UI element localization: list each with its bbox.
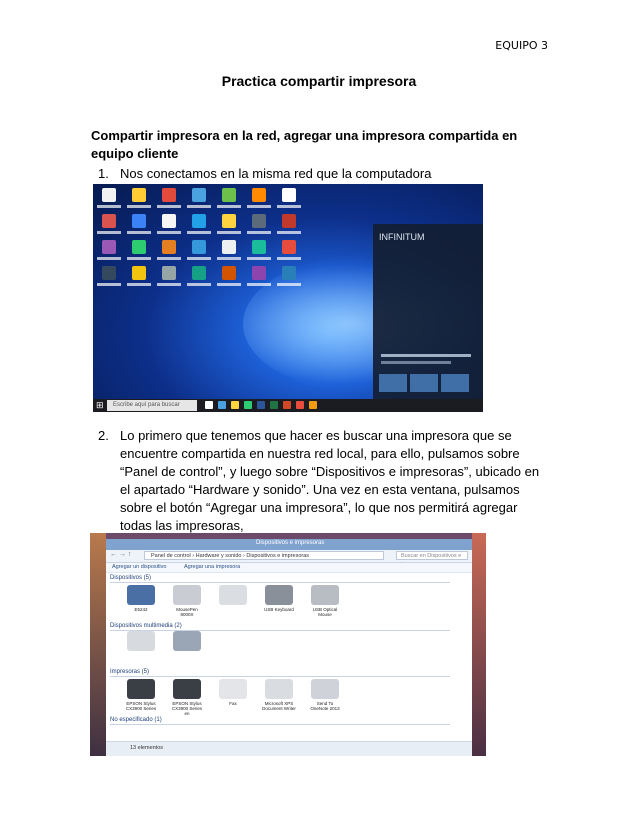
step-number: 1. <box>98 166 109 181</box>
app-icon-image <box>252 240 266 254</box>
taskbar-apps <box>205 401 317 409</box>
quick-action-tile <box>441 374 469 392</box>
app-icon-label <box>187 283 211 286</box>
document-title: Practica compartir impresora <box>221 73 417 89</box>
quick-action-tile <box>410 374 438 392</box>
taskbar-app-icon <box>244 401 252 409</box>
app-icon-label <box>187 257 211 260</box>
device-group-label: No especificado (1) <box>110 717 450 725</box>
app-icon-image <box>252 266 266 280</box>
app-icon-image <box>162 214 176 228</box>
app-icon-label <box>97 231 121 234</box>
device-group-items <box>124 679 342 716</box>
device-caption: Fax <box>229 701 237 706</box>
app-icon-label <box>127 205 151 208</box>
device-item <box>170 679 204 716</box>
desktop-app-icon <box>215 214 243 234</box>
desktop-app-icon <box>155 214 183 234</box>
device-icon <box>265 679 293 699</box>
status-count: 13 elementos <box>130 745 164 751</box>
desktop-app-icon <box>185 214 213 234</box>
app-icon-image <box>282 240 296 254</box>
flyout-text-line <box>381 361 451 364</box>
command-bar <box>106 563 472 573</box>
address-bar <box>106 550 472 563</box>
taskbar-app-icon <box>257 401 265 409</box>
taskbar-app-icon <box>270 401 278 409</box>
desktop-app-icon <box>275 266 303 286</box>
network-flyout <box>373 224 483 399</box>
network-name: INFINITUM <box>379 232 425 242</box>
device-caption: Microsoft XPS Document Writer <box>262 701 296 711</box>
device-icon <box>219 585 247 605</box>
device-item <box>124 679 158 716</box>
app-icon-image <box>192 266 206 280</box>
devices-printers-screenshot <box>90 533 486 756</box>
app-icon-image <box>282 214 296 228</box>
device-item <box>124 631 158 653</box>
status-bar <box>106 741 472 756</box>
app-icon-image <box>132 214 146 228</box>
app-icon-image <box>102 240 116 254</box>
taskbar-app-icon <box>205 401 213 409</box>
app-icon-label <box>277 257 301 260</box>
app-icon-image <box>102 188 116 202</box>
app-icon-label <box>127 257 151 260</box>
desktop-app-icon <box>125 266 153 286</box>
taskbar-app-icon <box>231 401 239 409</box>
app-icon-image <box>132 266 146 280</box>
app-icon-image <box>192 188 206 202</box>
desktop-app-icon <box>95 214 123 234</box>
device-icon <box>311 585 339 605</box>
device-item <box>216 679 250 716</box>
app-icon-label <box>157 231 181 234</box>
app-icon-image <box>132 188 146 202</box>
device-icon <box>127 585 155 605</box>
device-caption: USB Optical Mouse <box>312 607 338 617</box>
app-icon-label <box>247 283 271 286</box>
app-icon-image <box>162 266 176 280</box>
device-caption: E5242 <box>134 607 148 612</box>
window-title: Dispositivos e impresoras <box>256 540 325 546</box>
device-group-label: Dispositivos (5) <box>110 575 450 583</box>
desktop-app-icon <box>215 188 243 208</box>
app-icon-label <box>127 283 151 286</box>
device-icon <box>173 585 201 605</box>
app-icon-image <box>252 188 266 202</box>
app-icon-label <box>277 205 301 208</box>
desktop-app-icon <box>95 240 123 260</box>
app-icon-label <box>247 231 271 234</box>
device-caption: EPSON Stylus CX3900 Series en <box>171 701 203 716</box>
app-icon-image <box>252 214 266 228</box>
device-icon <box>219 679 247 699</box>
taskbar-app-icon <box>296 401 304 409</box>
taskbar-app-icon <box>218 401 226 409</box>
app-icon-image <box>282 188 296 202</box>
device-item <box>262 585 296 617</box>
desktop-app-icon <box>185 188 213 208</box>
quick-action-tiles <box>379 374 469 392</box>
app-icon-label <box>247 205 271 208</box>
wallpaper-right <box>472 533 486 756</box>
app-icon-label <box>157 205 181 208</box>
app-icon-label <box>187 205 211 208</box>
desktop-app-icon <box>95 266 123 286</box>
window-search: Buscar en Dispositivos e <box>396 551 468 560</box>
app-icon-image <box>222 240 236 254</box>
app-icon-label <box>97 257 121 260</box>
device-caption: Send To OneNote 2013 <box>310 701 340 711</box>
step-text: Lo primero que tenemos que hacer es buscar una impresora que se encuentre compartida en nuestra red local, para ello, pulsamos sobre “Panel de control”, y luego sobre “Dispositivos e impresoras”, ubicado en el apartado “Hardware y sonido”. Una vez en esta ventana, pulsamos sobre el botón “Agregar una impresora”, lo que nos permitirá agregar todas las impresoras, <box>120 428 540 533</box>
device-group-items <box>124 631 204 653</box>
app-icon-label <box>217 257 241 260</box>
desktop-app-icon <box>215 266 243 286</box>
device-item <box>308 585 342 617</box>
app-icon-image <box>102 266 116 280</box>
desktop-app-icon <box>185 266 213 286</box>
app-icon-image <box>132 240 146 254</box>
app-icon-image <box>192 240 206 254</box>
wallpaper-left <box>90 533 106 756</box>
taskbar-search: Escribe aquí para buscar <box>107 400 197 411</box>
app-icon-image <box>222 266 236 280</box>
app-icon-label <box>217 231 241 234</box>
quick-action-tile <box>379 374 407 392</box>
devices-window <box>106 539 472 756</box>
taskbar-app-icon <box>309 401 317 409</box>
desktop-icon-grid <box>95 188 303 286</box>
desktop-app-icon <box>125 240 153 260</box>
address-path: Panel de control › Hardware y sonido › Dispositivos e impresoras <box>144 551 384 560</box>
taskbar-app-icon <box>283 401 291 409</box>
nav-arrows-icon: ← → ↑ <box>110 551 132 558</box>
app-icon-image <box>222 188 236 202</box>
device-caption: USB Keyboard <box>264 607 294 612</box>
step-number: 2. <box>98 428 109 443</box>
app-icon-label <box>217 283 241 286</box>
desktop-app-icon <box>245 188 273 208</box>
app-icon-image <box>192 214 206 228</box>
device-group-items <box>124 585 342 617</box>
device-group-label: Dispositivos multimedia (2) <box>110 623 450 631</box>
desktop-app-icon <box>275 240 303 260</box>
desktop-app-icon <box>95 188 123 208</box>
device-icon <box>127 631 155 651</box>
step-text: Nos conectamos en la misma red que la computadora <box>120 166 432 181</box>
device-item <box>262 679 296 716</box>
desktop-app-icon <box>215 240 243 260</box>
desktop-app-icon <box>125 214 153 234</box>
app-icon-image <box>282 266 296 280</box>
app-icon-label <box>127 231 151 234</box>
device-item <box>308 679 342 716</box>
taskbar <box>93 399 483 412</box>
desktop-app-icon <box>275 214 303 234</box>
add-device-command: Agregar un dispositivo <box>112 564 167 570</box>
app-icon-label <box>247 257 271 260</box>
device-caption: EPSON Stylus CX3900 Series <box>125 701 157 711</box>
app-icon-label <box>157 257 181 260</box>
device-item <box>170 585 204 617</box>
header-team: EQUIPO 3 <box>495 39 548 52</box>
desktop-app-icon <box>155 188 183 208</box>
add-printer-command: Agregar una impresora <box>183 564 241 570</box>
app-icon-label <box>97 205 121 208</box>
app-icon-image <box>102 214 116 228</box>
device-item <box>124 585 158 617</box>
desktop-app-icon <box>245 266 273 286</box>
app-icon-image <box>162 240 176 254</box>
app-icon-label <box>97 283 121 286</box>
desktop-app-icon <box>155 266 183 286</box>
device-icon <box>173 679 201 699</box>
device-icon <box>127 679 155 699</box>
desktop-app-icon <box>125 188 153 208</box>
device-icon <box>311 679 339 699</box>
desktop-app-icon <box>245 240 273 260</box>
desktop-screenshot <box>93 184 483 412</box>
window-titlebar <box>106 539 472 550</box>
device-item <box>170 631 204 653</box>
app-icon-label <box>277 231 301 234</box>
flyout-text-line <box>381 354 471 357</box>
desktop-app-icon <box>185 240 213 260</box>
desktop-app-icon <box>245 214 273 234</box>
windows-start-icon: ⊞ <box>96 400 104 410</box>
app-icon-image <box>162 188 176 202</box>
app-icon-image <box>222 214 236 228</box>
app-icon-label <box>157 283 181 286</box>
device-caption: MousePen 8000X <box>176 607 198 617</box>
app-icon-label <box>217 205 241 208</box>
device-icon <box>173 631 201 651</box>
section-heading: Compartir impresora en la red, agregar una impresora compartida en equipo cliente <box>91 128 518 161</box>
app-icon-label <box>187 231 211 234</box>
device-group-label: Impresoras (5) <box>110 669 450 677</box>
device-item <box>216 585 250 617</box>
app-icon-label <box>277 283 301 286</box>
desktop-app-icon <box>155 240 183 260</box>
device-icon <box>265 585 293 605</box>
desktop-app-icon <box>275 188 303 208</box>
